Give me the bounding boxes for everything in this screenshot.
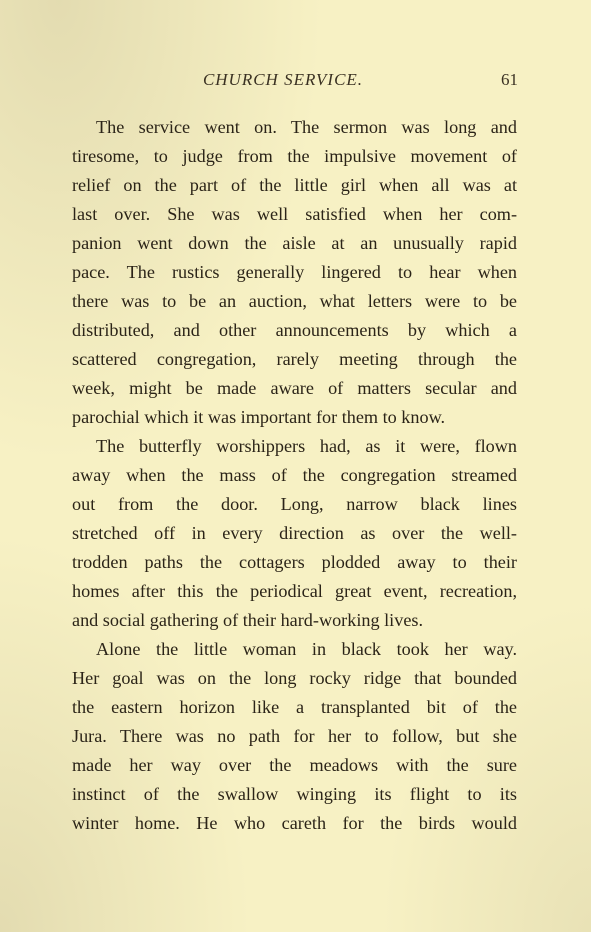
paragraph-2 xyxy=(48,432,517,635)
text-line: away when the mass of the congregation streamed xyxy=(72,465,517,485)
text-line: instinct of the swallow winging its flight to its xyxy=(72,784,517,804)
text-line: Alone the little woman in black took her way. xyxy=(96,639,517,659)
text-line: stretched off in every direction as over the well- xyxy=(72,523,517,543)
text-line: there was to be an auction, what letters were to be xyxy=(72,291,517,311)
text-line: distributed, and other announcements by which a xyxy=(72,320,517,340)
chapter-title: CHURCH SERVICE. xyxy=(202,70,364,89)
running-head xyxy=(48,70,518,96)
body-text xyxy=(48,113,517,838)
text-line: made her way over the meadows with the sure xyxy=(72,755,517,775)
text-line: out from the door. Long, narrow black lines xyxy=(72,494,517,514)
text-line: and social gathering of their hard-working lives. xyxy=(72,610,424,630)
text-line: relief on the part of the little girl when all was at xyxy=(72,175,517,195)
text-line: scattered congregation, rarely meeting through the xyxy=(72,349,517,369)
text-line: homes after this the periodical great event, recreation, xyxy=(72,581,517,601)
text-line: The service went on. The sermon was long and xyxy=(96,117,517,137)
text-line: The butterfly worshippers had, as it were, flown xyxy=(96,436,517,456)
text-line: tiresome, to judge from the impulsive movement of xyxy=(72,146,517,166)
text-line: parochial which it was important for them to know. xyxy=(72,407,446,427)
paragraph-1 xyxy=(48,113,517,432)
paragraph-3 xyxy=(48,635,517,838)
text-line: the eastern horizon like a transplanted bit of the xyxy=(72,697,517,717)
text-line: winter home. He who careth for the birds would xyxy=(72,813,517,833)
text-line: trodden paths the cottagers plodded away to their xyxy=(72,552,517,572)
text-line: week, might be made aware of matters secular and xyxy=(72,378,517,398)
text-line: last over. She was well satisfied when her com- xyxy=(72,204,517,224)
text-line: pace. The rustics generally lingered to hear when xyxy=(72,262,517,282)
text-line: panion went down the aisle at an unusually rapid xyxy=(72,233,517,253)
text-line: Her goal was on the long rocky ridge that bounded xyxy=(72,668,517,688)
text-line: Jura. There was no path for her to follow, but she xyxy=(72,726,517,746)
page-number: 61 xyxy=(501,70,518,89)
